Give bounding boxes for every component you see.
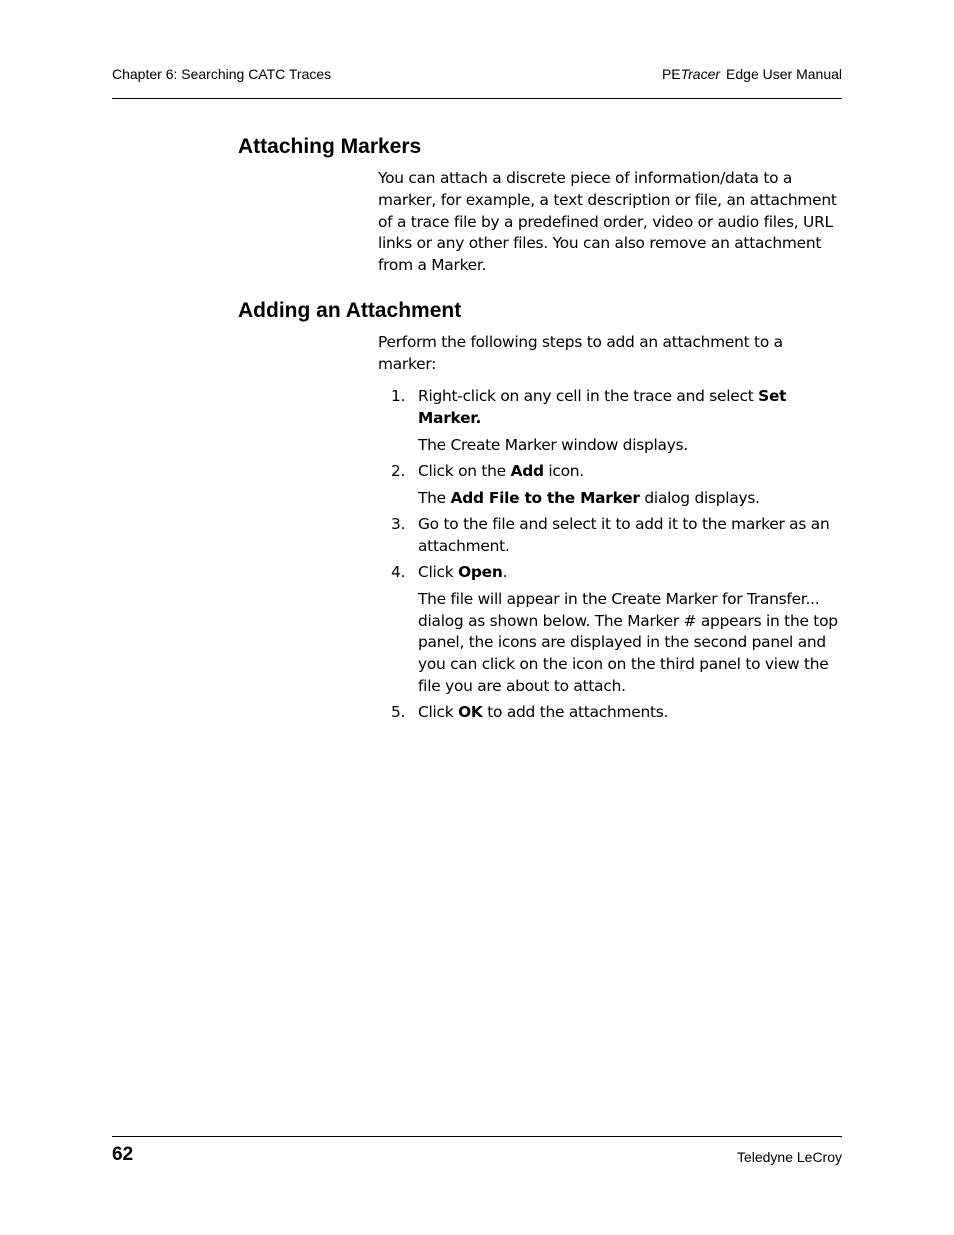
heading-adding-attachment: Adding an Attachment xyxy=(238,299,462,322)
footer-rule xyxy=(112,1136,842,1137)
page-number: 62 xyxy=(112,1144,134,1165)
manual-title-italic: Tracer xyxy=(680,66,721,82)
step-number: 4. xyxy=(391,563,406,582)
ui-term-add: Add xyxy=(510,461,544,480)
step-number: 3. xyxy=(391,514,406,533)
step-number: 5. xyxy=(391,703,406,722)
running-header-chapter: Chapter 6: Searching CATC Traces xyxy=(112,66,332,82)
list-item-step-4: 4. Click Open. The file will appear in the Create Marker for Transfer... dialog as shown below. The Marker # appears in the top panel, the icons are displayed in the second panel and you can click on the icon on the third panel to view the file you are about to attach. xyxy=(378,562,840,698)
attaching-markers-paragraph: You can attach a discrete piece of information/data to a marker, for example, a text description or file, an attachment of a trace file by a predefined order, video or audio files, URL links or any other files. You can also remove an attachment from a Marker. xyxy=(378,169,837,275)
step-number: 2. xyxy=(391,461,406,480)
step-result: The Create Marker window displays. xyxy=(418,435,688,454)
ui-term-ok: OK xyxy=(458,703,483,722)
manual-title-prefix: PE xyxy=(661,66,681,82)
ui-term-set-marker: Set Marker. xyxy=(418,387,787,427)
header-rule xyxy=(112,98,842,99)
step-result: The file will appear in the Create Marker for Transfer... dialog as shown below. The Marker # appears in the top panel, the icons are displayed in the second panel and you can click on the icon on the third panel to view the file you are about to attach. xyxy=(418,589,838,696)
step-number: 1. xyxy=(391,387,406,405)
step-result: The Add File to the Marker dialog displays. xyxy=(418,488,760,507)
footer-company: Teledyne LeCroy xyxy=(736,1149,842,1165)
ui-term-open: Open xyxy=(458,563,503,582)
list-item-step-3: 3. Go to the file and select it to add it to the marker as an attachment. xyxy=(391,514,830,555)
list-item-step-1: 1. Right-click on any cell in the trace and select Set Marker. The Create Marker window displays. xyxy=(378,386,840,456)
ui-term-add-file-dialog: Add File to the Marker xyxy=(450,488,640,507)
attachment-steps-list xyxy=(378,386,840,729)
heading-attaching-markers: Attaching Markers xyxy=(238,135,422,158)
adding-attachment-intro: Perform the following steps to add an attachment to a marker: xyxy=(378,333,783,373)
list-item-step-5: 5. Click OK to add the attachments. xyxy=(378,702,840,724)
manual-title-suffix: Edge User Manual xyxy=(726,66,842,82)
list-item-step-2: 2. Click on the Add icon. The Add File to the Marker dialog displays. xyxy=(378,461,840,510)
running-header-manual-title xyxy=(662,65,842,83)
